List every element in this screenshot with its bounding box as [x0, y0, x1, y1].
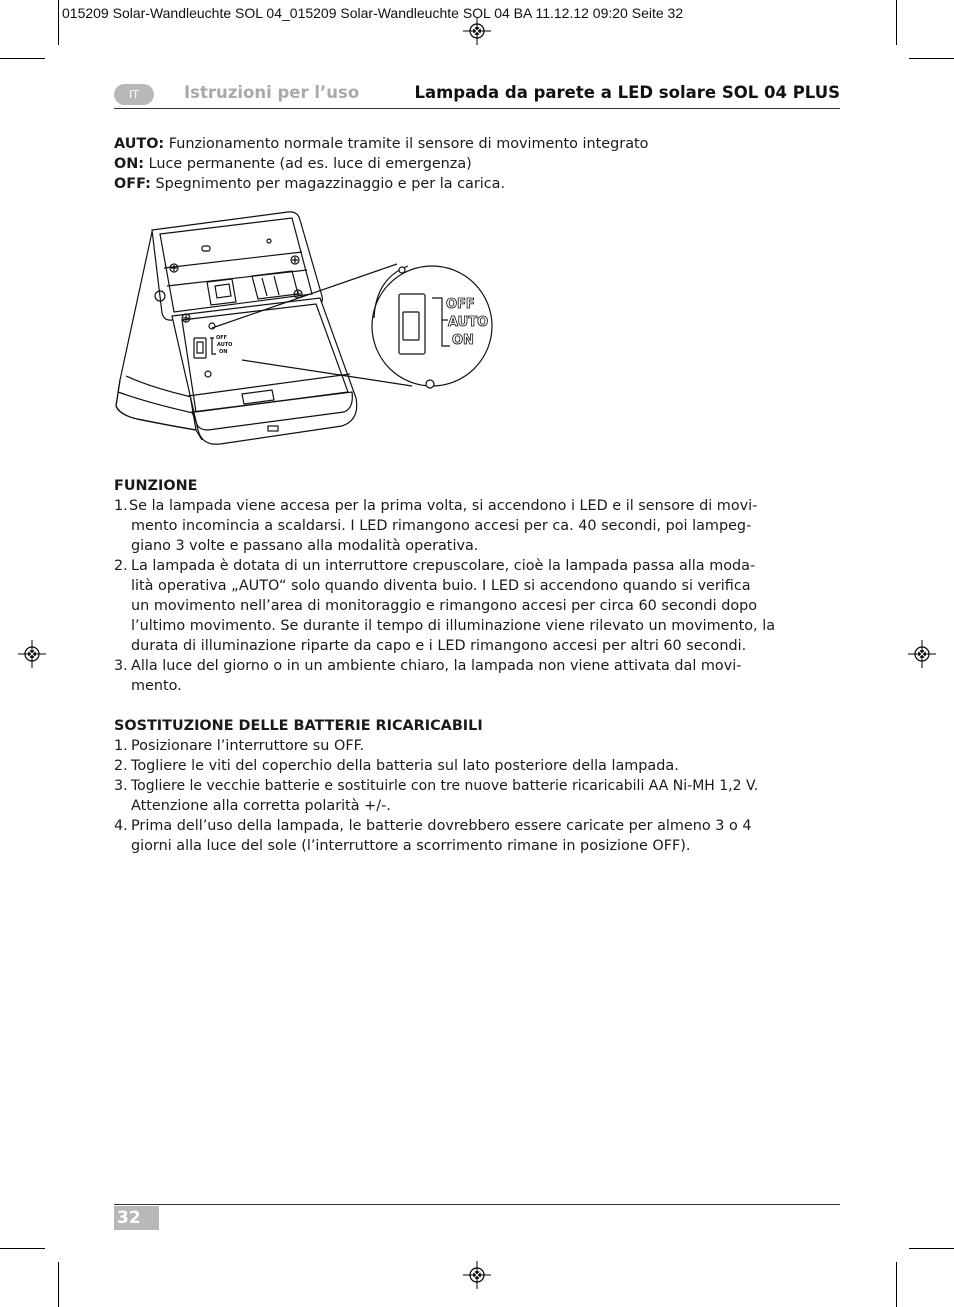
section-heading: SOSTITUZIONE DELLE BATTERIE RICARICABILI — [114, 718, 483, 734]
small-switch-label-off: OFF — [216, 335, 228, 341]
registration-mark-icon — [18, 640, 46, 668]
list-item: 4. Prima dell’uso della lampada, le batterie dovrebbero essere caricate per almeno 3 o 4 giorni alla luce del sole (l’interruttore a scorrimento rimane in posizione OFF). — [114, 818, 752, 854]
page-number: 32 — [114, 1206, 159, 1230]
mode-auto: AUTO: Funzionamento normale tramite il sensore di movimento integrato — [114, 136, 649, 152]
registration-mark-icon — [908, 640, 936, 668]
switch-label-on: ON — [452, 333, 474, 348]
list-item: 3. Alla luce del giorno o in un ambiente chiaro, la lampada non viene attivata dal movi- mento. — [114, 658, 742, 694]
switch-modes — [114, 134, 840, 194]
crop-mark — [0, 58, 45, 59]
crop-mark — [58, 1262, 59, 1307]
funzione-list — [114, 496, 840, 696]
registration-mark-icon — [463, 1261, 491, 1289]
crop-mark — [909, 58, 954, 59]
small-switch-label-auto: AUTO — [217, 342, 233, 348]
funzione-section — [114, 476, 840, 696]
switch-label-auto: AUTO — [448, 315, 489, 330]
crop-mark — [896, 1262, 897, 1307]
mode-on: ON: Luce permanente (ad es. luce di emergenza) — [114, 156, 472, 172]
header-subtitle: Istruzioni per l’uso — [184, 83, 360, 102]
lamp-illustration — [112, 208, 502, 456]
section-heading: FUNZIONE — [114, 478, 198, 494]
crop-mark — [909, 1248, 954, 1249]
language-badge: IT — [114, 84, 154, 105]
running-header — [114, 83, 840, 108]
footer-rule — [114, 1204, 840, 1205]
registration-mark-icon — [463, 17, 491, 45]
crop-mark — [0, 1248, 45, 1249]
list-item: 2. Togliere le viti del coperchio della batteria sul lato posteriore della lampada. — [114, 758, 679, 774]
crop-mark — [58, 0, 59, 45]
header-title: Lampada da parete a LED solare SOL 04 PLUS — [414, 83, 840, 102]
list-item: 1. Posizionare l’interruttore su OFF. — [114, 738, 365, 754]
list-item: 1. Se la lampada viene accesa per la prima volta, si accendono i LED e il sensore di movi- mento incomincia a scaldarsi. I LED rimangono accesi per ca. 40 secondi, poi lampeg- giano 3 volte e passano alla modalità operativa. — [114, 498, 758, 554]
switch-label-off: OFF — [446, 297, 475, 312]
batterie-section — [114, 716, 840, 856]
list-item: 2. La lampada è dotata di un interruttore crepuscolare, cioè la lampada passa alla moda- lità operativa „AUTO“ solo quando diventa buio. I LED si accendono quando si verifica un movimento nell’area di monitoraggio e rimangono accesi per circa 60 secondi dopo l’ultimo movimento. Se durante il tempo di illuminazione viene rilevato un movimento, la durata di illuminazione riparte da capo e i LED rimangono accesi per altri 60 secondi. — [114, 558, 776, 654]
print-slug: 015209 Solar-Wandleuchte SOL 04_015209 Solar-Wandleuchte SOL 04 BA 11.12.12 09:20 Seite 32 — [62, 5, 684, 21]
header-rule — [114, 108, 840, 109]
list-item: 3. Togliere le vecchie batterie e sostituirle con tre nuove batterie ricaricabili AA Ni-MH 1,2 V. Attenzione alla corretta polarità +/-. — [114, 778, 759, 814]
mode-off: OFF: Spegnimento per magazzinaggio e per la carica. — [114, 176, 506, 192]
batterie-list — [114, 736, 840, 856]
crop-mark — [896, 0, 897, 45]
small-switch-label-on: ON — [219, 349, 228, 355]
